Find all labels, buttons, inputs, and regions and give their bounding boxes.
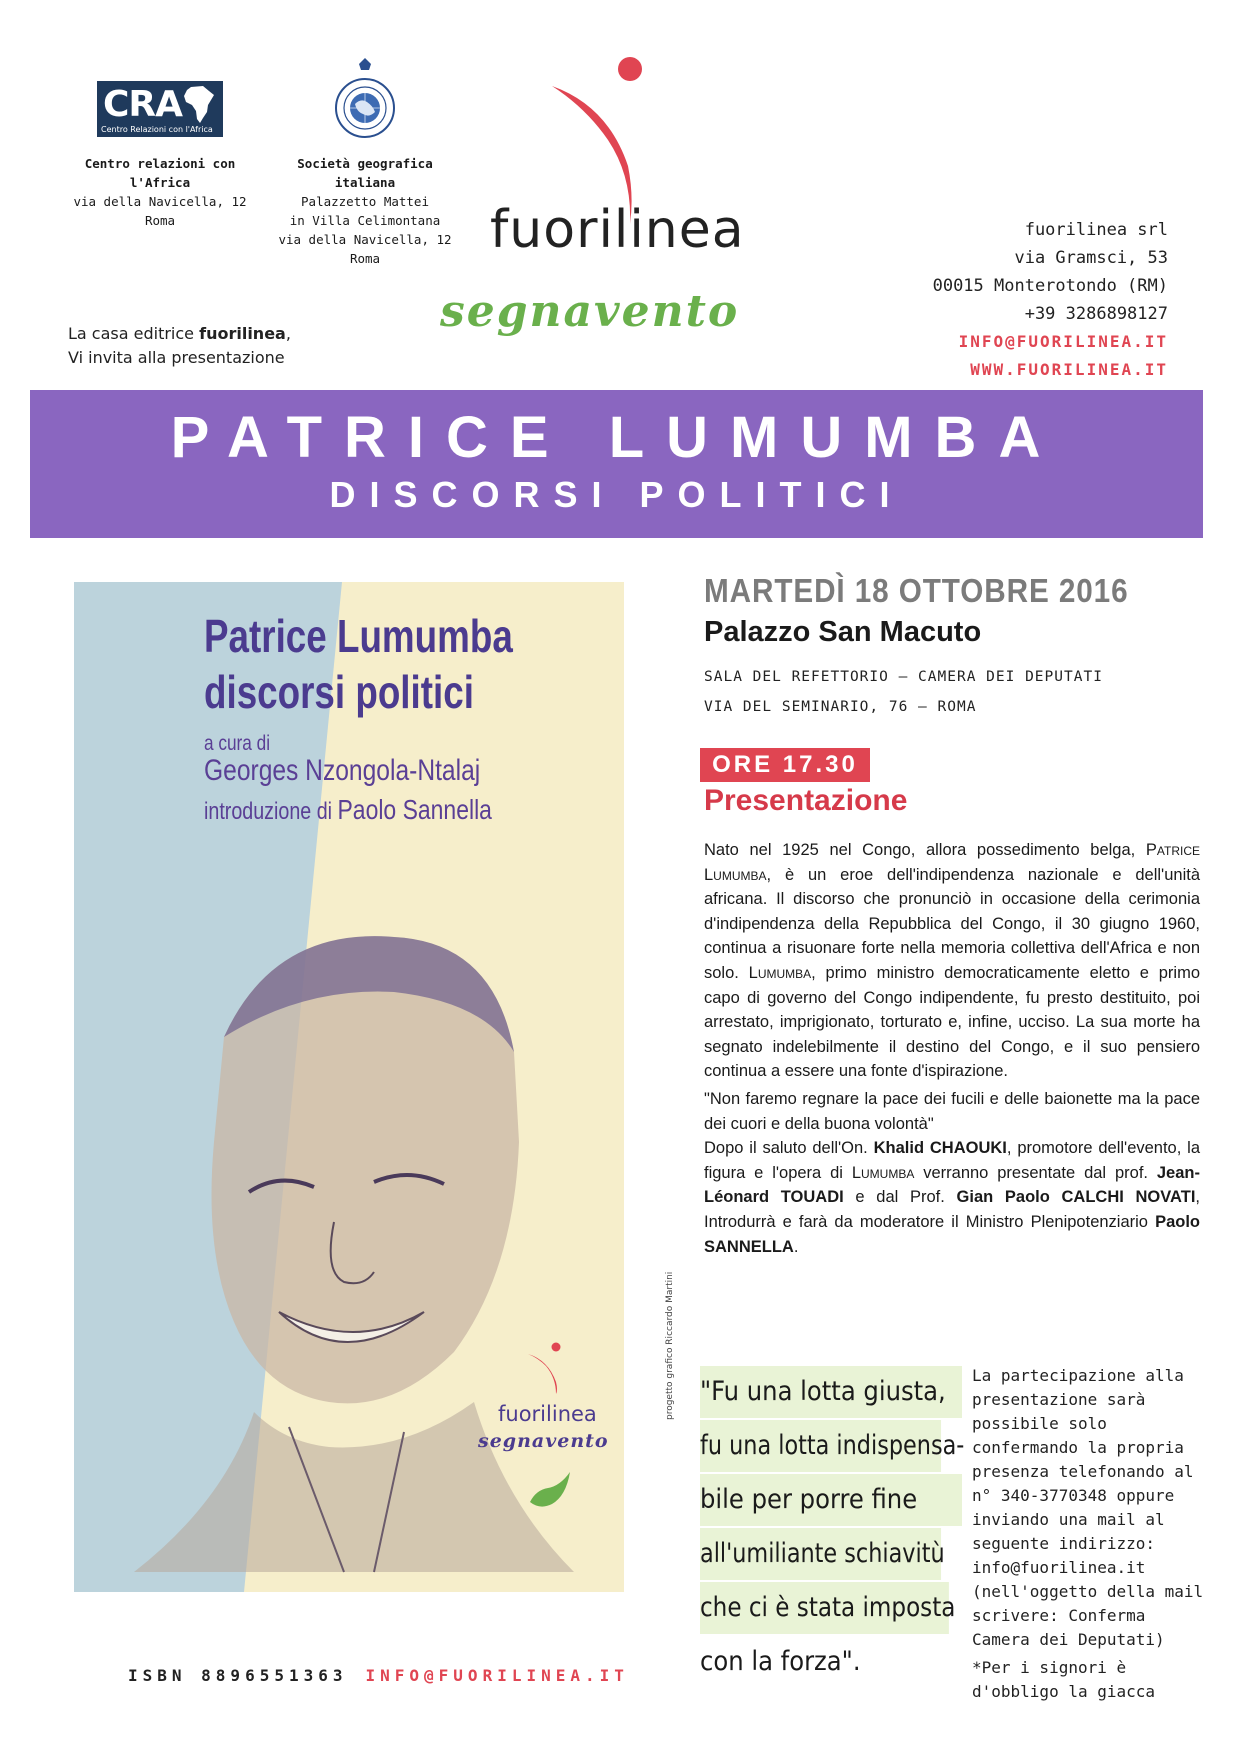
quote-line: che ci è stata imposta (700, 1582, 949, 1634)
sgi-seal-logo (333, 58, 397, 142)
brand-segnavento: segnavento (440, 286, 740, 337)
sgi-line3: in Villa Celimontana (289, 213, 441, 228)
title-banner (30, 390, 1203, 538)
event-address: VIA DEL SEMINARIO, 76 – ROMA (704, 699, 977, 715)
contact-company: fuorilinea srl (1024, 220, 1168, 240)
desc-name-sannella: Paolo SANNELLA (704, 1212, 1200, 1256)
cra-city: Roma (144, 213, 176, 228)
cover-leaf-icon (526, 1466, 574, 1510)
footer-email-link[interactable]: INFO@FUORILINEA.IT (365, 1666, 629, 1685)
desc-name-lumumba: Patrice Lumumba (704, 841, 1200, 884)
cover-intro-prefix: introduzione di (204, 798, 333, 825)
description-paragraph-3 (704, 1136, 1200, 1259)
event-room: SALA DEL REFETTORIO – CAMERA DEI DEPUTATI (704, 669, 1103, 685)
banner-subtitle: DISCORSI POLITICI (329, 474, 904, 515)
desc-text: , primo ministro democraticamente eletto e primo capo di governo del Congo indipendente, fu presto destituito, poi arrestato, imprigionato, torturato e, infine, ucciso. La sua morte ha segnato indelebilmente il destino del Congo, e il suo pensiero continua a essere una fonte d'ispirazione. (704, 963, 1200, 1081)
desc-name-chaouki: Khalid CHAOUKI (873, 1139, 1007, 1158)
desc-text: Nato nel 1925 nel Congo, allora possedimento belga, (704, 841, 1146, 859)
invitation-brand: fuorilinea (199, 324, 286, 343)
event-description (704, 838, 1200, 1259)
contact-phone: +39 3286898127 (1024, 304, 1168, 324)
desc-text: e dal Prof. (843, 1188, 957, 1207)
event-location (704, 662, 1103, 722)
cra-name: Centro relazioni con l'Africa (84, 156, 236, 190)
publisher-contact (933, 216, 1168, 384)
cra-address: via della Navicella, 12 (73, 194, 247, 209)
footer-line (128, 1666, 629, 1685)
contact-street: via Gramsci, 53 (1014, 248, 1168, 268)
event-date: MARTEDÌ 18 OTTOBRE 2016 (704, 572, 1129, 609)
cover-design-credit: progetto grafico Riccardo Martini (665, 1271, 675, 1420)
description-paragraph-1 (704, 838, 1200, 1084)
quote-line: fu una lotta indispensa- (700, 1420, 941, 1472)
desc-text: , promotore dell'evento, la figura e l'opera di (704, 1139, 1201, 1182)
rsvp-dress-code: *Per i signori è d'obbligo la giacca (972, 1658, 1156, 1701)
contact-city: 00015 Monterotondo (RM) (932, 276, 1168, 296)
event-time-badge: ORE 17.30 (700, 748, 870, 782)
contact-web-link[interactable]: WWW.FUORILINEA.IT (970, 360, 1168, 379)
sgi-address-block (270, 154, 460, 268)
sgi-name: Società geografica italiana (297, 156, 433, 190)
cover-imprint: segnavento (478, 1430, 609, 1452)
desc-text: verranno presentate dal prof. (914, 1163, 1157, 1182)
sgi-address: via della Navicella, 12 (278, 232, 452, 247)
cover-title-line2: discorsi politici (204, 666, 474, 718)
brand-fuorilinea: fuorilinea (490, 200, 745, 260)
sgi-line2: Palazzetto Mattei (301, 194, 429, 209)
lumumba-quote-box (700, 1366, 965, 1690)
invitation-line1 (68, 322, 291, 346)
book-cover (74, 582, 624, 1592)
desc-name-lumumba: Lumumba (748, 963, 812, 982)
cra-logo-text: CRA (103, 84, 183, 125)
invitation-prefix: La casa editrice (68, 324, 200, 343)
cover-curator-prefix: a cura di (204, 732, 271, 755)
cover-title-line1: Patrice Lumumba (204, 610, 513, 662)
invitation-suffix: , (285, 324, 291, 343)
rsvp-info (972, 1364, 1204, 1704)
quote-line: con la forza". (700, 1646, 861, 1677)
sgi-city: Roma (349, 251, 381, 266)
cover-intro-author: Paolo Sannella (337, 794, 492, 825)
contact-email-link[interactable]: INFO@FUORILINEA.IT (958, 332, 1168, 351)
description-quote: "Non faremo regnare la pace dei fucili e delle baionette ma la pace dei cuori e della buona volontà" (704, 1089, 1200, 1133)
desc-name-touadi: Jean-Léonard TOUADI (704, 1163, 1200, 1207)
invitation-text (68, 322, 291, 370)
invitation-line2: Vi invita alla presentazione (68, 348, 285, 367)
desc-text: Dopo il saluto dell'On. (704, 1139, 874, 1158)
banner-title: PATRICE LUMUMBA (170, 405, 1063, 470)
quote-line: all'umiliante schiavitù (700, 1528, 941, 1580)
cover-brand: fuorilinea (498, 1402, 597, 1426)
quote-line: "Fu una lotta giusta, (700, 1366, 962, 1418)
isbn-text: ISBN 8896551363 (128, 1666, 348, 1685)
cover-intro (204, 794, 492, 826)
desc-text: . (793, 1237, 799, 1256)
africa-map-icon (183, 85, 217, 125)
event-venue: Palazzo San Macuto (704, 616, 982, 648)
cover-curator: Georges Nzongola-Ntalaj (204, 754, 481, 787)
desc-text: , è un eroe dell'indipendenza nazionale e dell'unità africana. Il discorso che pronunciò in occasione della cerimonia d'indipendenza della Repubblica del Congo, il 30 giugno 1960, continua a risuonare forte nella memoria collettiva dell'Africa e non solo. (704, 865, 1200, 982)
cover-swoosh-logo (526, 1342, 566, 1394)
presentation-heading: Presentazione (704, 784, 908, 817)
cra-logo (97, 81, 223, 137)
cra-logo-subtitle: Centro Relazioni con l'Africa (101, 125, 213, 134)
rsvp-text: La partecipazione alla presentazione sarà possibile solo confermando la propria presenza telefonando al n° 340-3770348 oppure inviando una mail al seguente indirizzo: info@fuorilinea.it (nell'oggetto della mail scrivere: Conferma Camera dei Deputati) (972, 1366, 1204, 1649)
quote-line: bile per porre fine (700, 1474, 962, 1526)
desc-name-calchi-novati: Gian Paolo CALCHI NOVATI (956, 1188, 1196, 1207)
cra-address-block (60, 154, 260, 230)
cover-title (204, 608, 513, 720)
desc-text: , Introdurrà e farà da moderatore il Ministro Plenipotenziario (704, 1188, 1200, 1231)
desc-name-lumumba: Lumumba (851, 1163, 915, 1182)
